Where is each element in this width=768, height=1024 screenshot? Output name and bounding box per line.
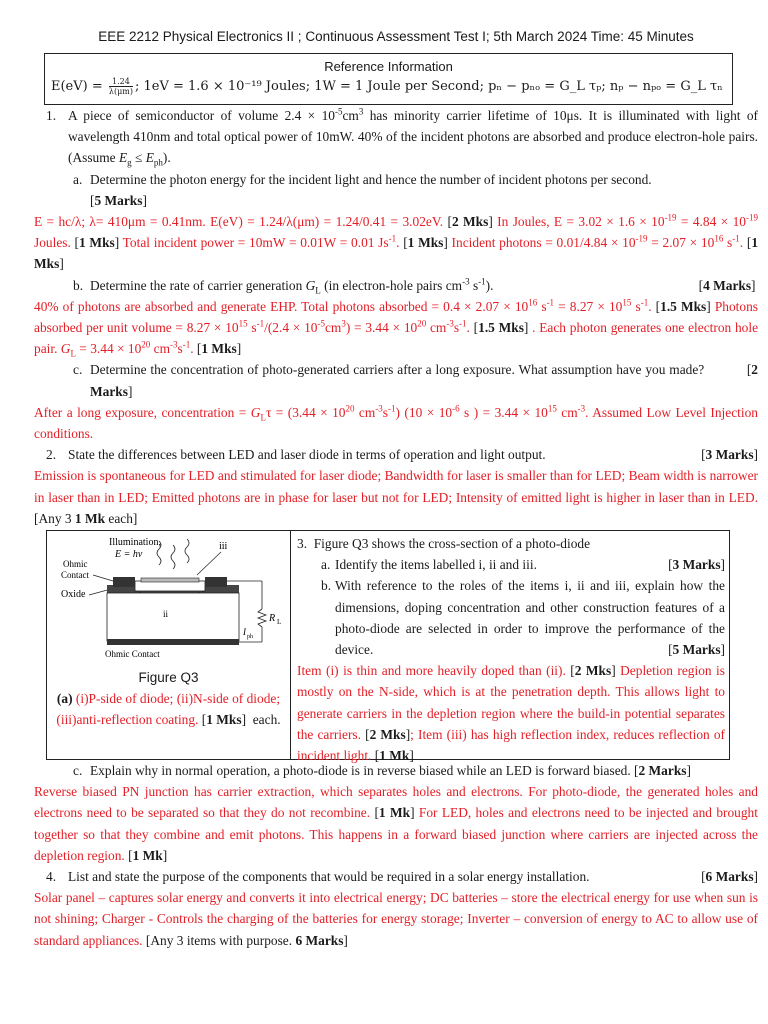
- svg-text:ph: ph: [247, 634, 253, 641]
- question-3-table: [46, 530, 730, 764]
- figure-q3-cell: [47, 531, 291, 759]
- question-3a: a. Identify the items labelled i, ii and iii. [3 Marks]: [321, 557, 725, 573]
- label-ii: ii: [163, 609, 169, 620]
- answer-3c: Reverse biased PN junction has carrier extraction, which separates holes and electrons. For photo-diode, the generated holes and electrons need to be separated so that they do not recombine. [1 Mk] For LED, holes and electrons need to be injected and brought together so that they combine and emit photons. This happens in a forward biased junction where carriers are injected across the depletion region. [1 Mk]: [34, 784, 758, 863]
- answer-1a: E = hc/λ; λ= 410μm = 0.41nm. E(eV) = 1.24/λ(μm) = 1.24/0.41 = 3.02eV. [2 Mks] In Joules, $E = 3.02 \times 1.6 \times 10^{-19} = 4.84 \times 10^{-19}$ Joules. [1 Mks] Total incident power = 10mW = 0.01W = 0.01 $Js^{-1}$. [1 Mks] Incident photons = $0.01/4.84 \times 10^{-19} = 2.07 \times 10^{16}$ $s^{-1}$. [1 Mks]: [34, 212, 759, 272]
- p-region: [135, 581, 205, 591]
- ar-coating: [141, 578, 199, 582]
- question-1a: a. Determine the photon energy for the incident light and hence the number of incident photons per second. [5 Marks]: [73, 171, 652, 208]
- question-1c: c. Determine the concentration of photo-generated carriers after a long exposure. What assumption have you made? [2 Marks]: [73, 362, 758, 399]
- top-contact-right: [205, 577, 227, 587]
- exam-page: [34, 0, 758, 951]
- question-2: 2. State the differences between LED and laser diode in terms of operation and light output. [3 Marks]: [46, 447, 758, 463]
- question-4: 4. List and state the purpose of the components that would be required in a solar energy installation. [6 Marks]: [46, 869, 758, 885]
- formula-suffix: ; 1eV = 1.6 × 10⁻¹⁹ Joules; 1W = 1 Joule per Second; pₙ − pₙₒ = G_L τₚ; nₚ − nₚₒ = G_L τₙ: [134, 79, 723, 94]
- svg-text:L: L: [277, 618, 282, 627]
- label-iii: iii: [219, 541, 228, 553]
- answer-2: Emission is spontaneous for LED and stimulated for laser diode; Bandwidth for laser is smaller than for LED; Beam width is narrower in laser than in LED; Emitted photons are in phase for laser but not for LED; Intensity of emitted light is higher in laser than in LED. [Any 3 1 Mk each]: [34, 468, 758, 526]
- answer-4: Solar panel – captures solar energy and converts it into electrical energy; DC batteries – store the electrical energy for use when sun is not shining; Charger - Controls the charging of the batteries for energy storage; Inverter – conversion of energy to AC to allow use of standard appliances. [Any 3 items with purpose. 6 Marks]: [34, 890, 758, 948]
- top-contact-left: [113, 577, 135, 587]
- light-ray-3: [185, 539, 189, 563]
- photodiode-cross-section: [47, 531, 290, 661]
- answer-3b: Item (i) is thin and more heavily doped than (ii). [2 Mks] Depletion region is mostly on the N-side, which is at the penetration depth. This allows light to generate carriers in the depletion region where the build-in potential separates the carriers. [2 Mks]; Item (iii) has high reflection index, reduces reflection of incident light. [1 Mk]: [297, 663, 725, 764]
- answer-1c: After a long exposure, concentration = $G_L\tau = (3.44 \times 10^{20}$ $cm^{-3}s^{-1}$) ($10 \times 10^{-6}$ s ) = $3.44 \times 10^{15}$ $cm^{-3}$. Assumed Low Level Injection conditions.: [34, 403, 758, 442]
- iph-label: I: [243, 627, 246, 638]
- reference-title: Reference Information: [324, 59, 453, 74]
- exam-header: EEE 2212 Physical Electronics II ; Continuous Assessment Test I; 5th March 2024 Time: 45 Minutes: [98, 29, 694, 44]
- rl-label: R: [269, 613, 276, 625]
- question-1b: b. Determine the rate of carrier generation $G_L$ (in electron-hole pairs $cm^{-3}$ $s^{-1}$). [4 Marks]: [73, 276, 756, 296]
- answer-3a: (a) (i)P-side of diode; (ii)N-side of diode; (iii)anti-reflection coating. [1 Mks] each.: [56, 691, 281, 728]
- question-3b: b. With reference to the roles of the items i, ii and iii, explain how the dimensions, doping concentration and other construction features of a photo-diode are selected in order to improve the performance of the device. [5 Marks]: [321, 578, 725, 658]
- question-3-cell: [291, 531, 729, 764]
- illumination-label: Illumination,: [109, 537, 161, 549]
- energy-label: E = hν: [115, 549, 143, 561]
- ohmic-label: Ohmic: [63, 559, 88, 570]
- reference-formulas: [51, 75, 726, 99]
- answer-1b: 40% of photons are absorbed and generate EHP. Total photons absorbed = $0.4 \times 2.07 \times 10^{16}$ $s^{-1} = 8.27 \times 10^{15}$ $s^{-1}$. [1.5 Mks] Photons absorbed per unit volume = $8.27 \times 10^{15}$ $s^{-1}/(2.4 \times 10^{-5}cm^3) = 3.44 \times 10^{20}$ $cm^{-3}s^{-1}$. [1.5 Mks] . Each photon generates one electron hole pair. $G_L = 3.44 \times 10^{20}$ $cm^{-3}s^{-1}$. [1 Mks]: [34, 297, 759, 359]
- light-ray-2: [171, 545, 175, 569]
- figure-caption: Figure Q3: [138, 670, 199, 686]
- contact-label: Contact: [61, 570, 89, 581]
- energy-fraction: $\frac{1.24}{\lambda(\mu m)}$: [108, 77, 133, 96]
- load-resistor: [258, 609, 266, 627]
- oxide-label: Oxide: [61, 589, 86, 601]
- question-1: 1. A piece of semiconductor of volume $2.4 \times 10^{-5}cm^3$ has minority carrier lifetime of 10μs. It is illuminated with light of wavelength 410nm and total optical power of 10mW. 40% of the incident photons are absorbed and produce electron-hole pairs. (Assume $E_g \le E_{ph}$).: [46, 106, 758, 169]
- formula-prefix: E(eV) =: [51, 79, 107, 94]
- bottom-contact: [107, 639, 239, 645]
- question-3c: c. Explain why in normal operation, a photo-diode is in reverse biased while an LED is forward biased. [2 Marks]: [73, 763, 691, 779]
- question-3: 3. Figure Q3 shows the cross-section of a photo-diode: [297, 536, 591, 552]
- reference-box: [44, 53, 733, 105]
- bottom-contact-label: Ohmic Contact: [105, 649, 160, 660]
- n-region: [107, 593, 239, 641]
